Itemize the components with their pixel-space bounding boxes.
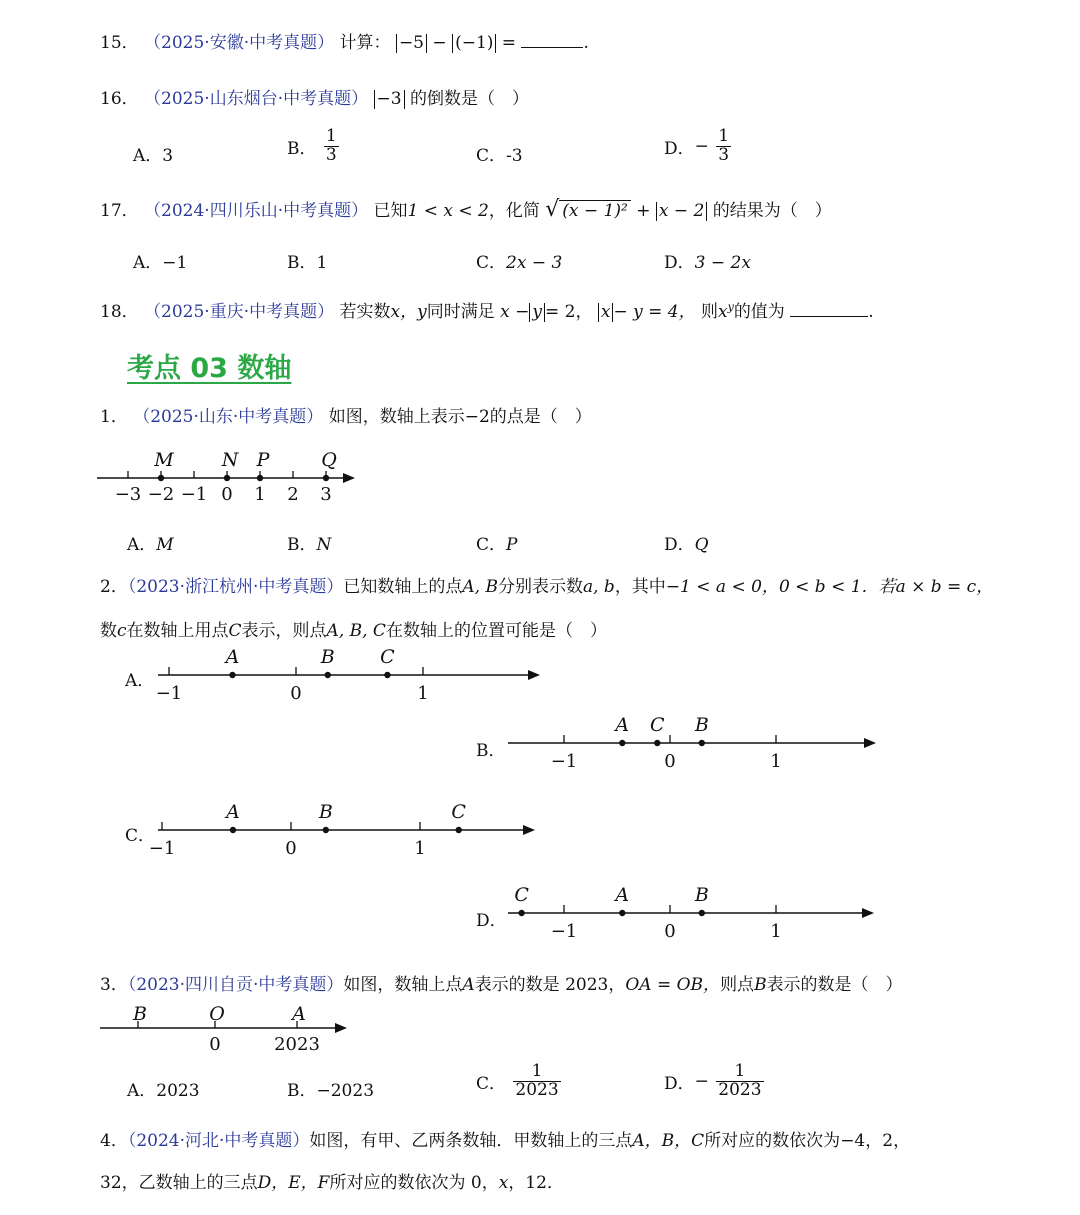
point-label: B [694, 714, 709, 736]
q18-eq1b: y [529, 303, 545, 322]
denominator: 2023 [718, 1079, 762, 1100]
p2-number: 2． [100, 577, 128, 597]
p2-text6: 表示，则点 [241, 621, 327, 641]
point-label: A [225, 646, 240, 668]
point-label: C [514, 884, 529, 906]
q17-abs: x − 2 [656, 202, 707, 221]
p4-text2: 所对应的数依次为 [704, 1131, 841, 1151]
p2-option-a-key[interactable]: A． [125, 671, 155, 691]
option-key: B． [287, 253, 317, 273]
option-value: −2023 [316, 1081, 375, 1101]
p4-number: 4． [100, 1131, 128, 1151]
q15-source: （2025·安徽·中考真题） [144, 33, 335, 53]
q18-eq1a: x − [500, 302, 530, 322]
denominator: 2023 [515, 1079, 559, 1100]
p4-line2 [100, 1168, 564, 1193]
option-value: -3 [506, 146, 523, 166]
point-dot [699, 740, 705, 746]
numerator: 1 [531, 1061, 543, 1081]
tick-label: 0 [290, 683, 302, 704]
option-key: B． [287, 535, 317, 555]
q16-source: （2025·山东烟台·中考真题） [144, 89, 369, 109]
q16-option-d[interactable] [664, 128, 733, 165]
q15-minus: − [432, 33, 447, 53]
point-label: C [451, 801, 466, 823]
tick-label: −1 [148, 838, 176, 859]
option-value: 2x − 3 [506, 253, 563, 273]
p2-line2 [100, 616, 607, 641]
tick-label: −2 [147, 484, 175, 505]
p4-source: （2024·河北·中考真题） [127, 1131, 310, 1151]
point-label: A [615, 714, 630, 736]
fraction [716, 128, 731, 165]
tick-label: −1 [180, 484, 208, 505]
p3-text1: 如图，数轴上点 [343, 975, 463, 995]
q18-text4: 的值为 [733, 302, 785, 322]
tick-label: −1 [550, 921, 578, 942]
p4-points2: D，E，F [257, 1173, 330, 1193]
p2-text1: 已知数轴上的点 [343, 577, 463, 597]
p1-option-c[interactable] [476, 530, 517, 555]
p1-source: （2025·山东·中考真题） [133, 407, 324, 427]
point-dot [699, 910, 705, 916]
p2-option-b-number-line[interactable] [500, 715, 890, 775]
q18-blank[interactable] [790, 316, 868, 317]
point-label: C [650, 714, 665, 736]
point-label: P [256, 449, 270, 471]
q18-vars: x，y [390, 302, 427, 322]
point-dot [229, 672, 235, 678]
point-dot [619, 740, 625, 746]
tick-label: 0 [664, 751, 676, 772]
option-value: Q [694, 535, 709, 555]
p4-text1: 如图，有甲、乙两条数轴．甲数轴上的三点 [309, 1131, 633, 1151]
q17-text3: 的结果为（ ） [712, 201, 832, 221]
tick-label: 0 [221, 484, 233, 505]
point-dot [230, 827, 236, 833]
option-sign: − [694, 136, 709, 157]
q15-abs2: (−1) [452, 34, 496, 53]
sqrt-icon: √ [545, 197, 560, 222]
point-label: B [694, 884, 709, 906]
p2-text7: 在数轴上的位置可能是（ ） [385, 621, 607, 641]
q16-option-c[interactable] [476, 141, 523, 166]
point-label: A [226, 801, 240, 823]
option-value: −1 [162, 253, 188, 273]
axis-arrow-icon [343, 473, 355, 483]
option-key: D． [664, 253, 695, 273]
option-value: 3 [162, 146, 174, 166]
numerator: 1 [718, 126, 730, 146]
p4-text3: 32，乙数轴上的三点 [100, 1173, 258, 1193]
point-dot [224, 475, 230, 481]
p1-text: 如图，数轴上表示−2的点是（ ） [328, 407, 592, 427]
q15-end: . [583, 33, 589, 53]
q18-eq1c: = 2， [545, 302, 593, 322]
point-dot [325, 672, 331, 678]
p3-option-d[interactable] [664, 1063, 766, 1100]
point-label: C [380, 646, 395, 668]
point-dot [323, 827, 329, 833]
point-dot [456, 827, 462, 833]
p2-cond1: −1 < a < 0， [665, 577, 779, 597]
p3-point-a: A [462, 975, 475, 995]
p1 [100, 402, 592, 427]
p2-var-c: c [117, 621, 127, 641]
point-label: A [292, 1003, 306, 1025]
option-key: B． [287, 138, 317, 159]
p2-source: （2023·浙江杭州·中考真题） [127, 577, 344, 597]
p3-number-line [0, 1000, 370, 1060]
option-value: N [316, 535, 332, 555]
point-label: A [615, 884, 630, 906]
p2-points: A, B [462, 577, 498, 597]
p3-text3: 则点 [720, 975, 755, 995]
q17-text1: 已知 [373, 201, 408, 221]
p2-text4: 数 [100, 621, 117, 641]
q16-option-a[interactable] [133, 141, 173, 166]
q15 [100, 28, 589, 53]
p2-option-b-key[interactable]: B． [476, 741, 506, 761]
point-label: Q [321, 449, 337, 471]
fraction [716, 1063, 763, 1100]
q16-text: 的倒数是（ ） [410, 89, 529, 109]
option-key: A． [133, 146, 163, 166]
p4-values1: −4，2， [840, 1131, 911, 1151]
axis-arrow-icon [523, 825, 535, 835]
p3-point-b: B [754, 975, 767, 995]
tick-label: 2023 [274, 1034, 320, 1055]
p4-points1: A，B，C [632, 1131, 705, 1151]
tick-label: 1 [417, 683, 429, 704]
tick-label: −1 [155, 683, 183, 704]
q16-number: 16． [100, 89, 139, 109]
tick-label: −1 [550, 751, 578, 772]
tick-label: −3 [114, 484, 142, 505]
option-key: C． [476, 146, 507, 166]
p1-option-b[interactable] [287, 530, 331, 555]
point-dot [158, 475, 164, 481]
numerator: 1 [734, 1061, 746, 1081]
p2-point-c: C [228, 621, 242, 641]
p1-number: 1． [100, 407, 128, 427]
q18-text2: 同时满足 [426, 302, 495, 322]
p1-option-d[interactable] [664, 530, 709, 555]
p2-option-c-key[interactable]: C． [125, 826, 156, 846]
p3-source: （2023·四川自贡·中考真题） [127, 975, 344, 995]
numerator: 1 [325, 126, 337, 146]
option-key: C． [476, 1073, 507, 1094]
denominator: 3 [325, 144, 337, 165]
option-sign: − [694, 1071, 709, 1092]
q16 [100, 84, 529, 109]
point-dot [619, 910, 625, 916]
q18-text3: 则 [701, 302, 718, 322]
p2-option-a-number-line[interactable] [150, 645, 550, 705]
point-label: B [318, 801, 333, 823]
p2-cond2: 0 < b < 1．若 [778, 577, 896, 597]
p1-option-a[interactable] [127, 530, 174, 555]
p3-number: 3． [100, 975, 128, 995]
point-label: O [209, 1003, 225, 1025]
point-label: B [133, 1003, 147, 1025]
p2-text3: ，其中 [614, 577, 666, 597]
tick-label: 3 [320, 484, 332, 505]
option-value: 2023 [156, 1081, 200, 1101]
tick-label: 0 [285, 838, 297, 859]
q17-option-b[interactable] [287, 248, 327, 273]
q17-number: 17． [100, 201, 139, 221]
fraction [324, 128, 339, 165]
q18-power-base: x [718, 302, 728, 322]
p4-var-x: x [498, 1173, 509, 1193]
q18-eq2a: x [598, 303, 614, 322]
tick-label: 1 [414, 838, 426, 859]
tick-label: 0 [209, 1034, 221, 1055]
q17-option-c[interactable] [476, 248, 562, 273]
q18-text1: 若实数 [339, 302, 391, 322]
axis-arrow-icon [335, 1023, 347, 1033]
option-key: B． [287, 1081, 317, 1101]
q15-text: 计算： [339, 33, 391, 53]
q16-abs: −3 [374, 90, 405, 109]
option-key: A． [127, 535, 157, 555]
tick-label: 1 [770, 921, 782, 942]
q17 [100, 196, 832, 222]
tick-label: 1 [254, 484, 266, 505]
point-dot [257, 475, 263, 481]
q16-option-b[interactable] [287, 128, 341, 165]
denominator: 3 [718, 144, 730, 165]
point-dot [323, 475, 329, 481]
option-key: A． [133, 253, 163, 273]
section-heading: 考点 03 数轴 [127, 353, 292, 384]
p3-text2: 表示的数是 2023， [474, 975, 626, 995]
p2-option-c-number-line[interactable] [150, 800, 550, 860]
option-key: C． [476, 253, 507, 273]
p2-text5: 在数轴上用点 [126, 621, 229, 641]
p2-text2: 分别表示数 [497, 577, 583, 597]
point-dot [654, 740, 660, 746]
axis-arrow-icon [864, 738, 876, 748]
p3-equation: OA = OB， [625, 975, 721, 995]
fraction [513, 1063, 560, 1100]
q15-eq: = [501, 33, 517, 53]
point-dot [384, 672, 390, 678]
option-key: D． [664, 1073, 695, 1094]
p3-option-c[interactable] [476, 1063, 563, 1100]
p3-option-a[interactable] [127, 1076, 200, 1101]
q18-end: . [868, 302, 874, 322]
q18-source: （2025·重庆·中考真题） [144, 302, 335, 322]
p3-option-b[interactable] [287, 1076, 374, 1101]
point-label: B [320, 646, 335, 668]
q17-radicand: (x − 1)² [559, 200, 631, 221]
option-key: D． [664, 138, 695, 159]
tick-label: 2 [287, 484, 299, 505]
option-value: 3 − 2x [694, 253, 751, 273]
tick-label: 0 [664, 921, 676, 942]
p1-number-line [0, 440, 380, 510]
axis-arrow-icon [528, 670, 540, 680]
point-label: M [154, 449, 174, 471]
q17-condition: 1 < x < 2 [407, 201, 489, 221]
p4-text4: 所对应的数依次为 0， [329, 1173, 499, 1193]
option-value: M [156, 535, 174, 555]
point-dot [518, 910, 524, 916]
p2-points-abc: A, B, C [326, 621, 386, 641]
p2-line1 [100, 572, 993, 597]
option-key: D． [664, 535, 695, 555]
p3-text4: 表示的数是（ ） [766, 975, 903, 995]
p2-values: a, b [582, 577, 615, 597]
tick-label: 1 [770, 751, 782, 772]
p4-line1 [100, 1126, 910, 1151]
q15-number: 15． [100, 33, 139, 53]
option-value: 1 [316, 253, 328, 273]
p2-option-d-number-line[interactable] [500, 885, 890, 945]
q18-eq2b: − y = 4， [613, 302, 696, 322]
option-value: P [506, 535, 518, 555]
p4-text5: ，12． [508, 1173, 564, 1193]
q17-option-d[interactable] [664, 248, 751, 273]
q18-number: 18． [100, 302, 139, 322]
q17-source: （2024·四川乐山·中考真题） [144, 201, 369, 221]
q17-text2: ，化简 [488, 201, 540, 221]
q17-option-a[interactable] [133, 248, 187, 273]
q17-plus: + [636, 201, 651, 221]
option-key: C． [476, 535, 507, 555]
axis-arrow-icon [862, 908, 874, 918]
p3 [100, 970, 903, 995]
p2-cond3: a × b = c， [895, 577, 994, 597]
point-label: N [221, 449, 239, 471]
q18 [100, 297, 874, 322]
q15-abs: −5 [396, 34, 427, 53]
p2-option-d-key[interactable]: D． [476, 911, 507, 931]
q18-power-exp: y [727, 300, 734, 314]
option-key: A． [127, 1081, 157, 1101]
q15-blank[interactable] [521, 47, 583, 48]
